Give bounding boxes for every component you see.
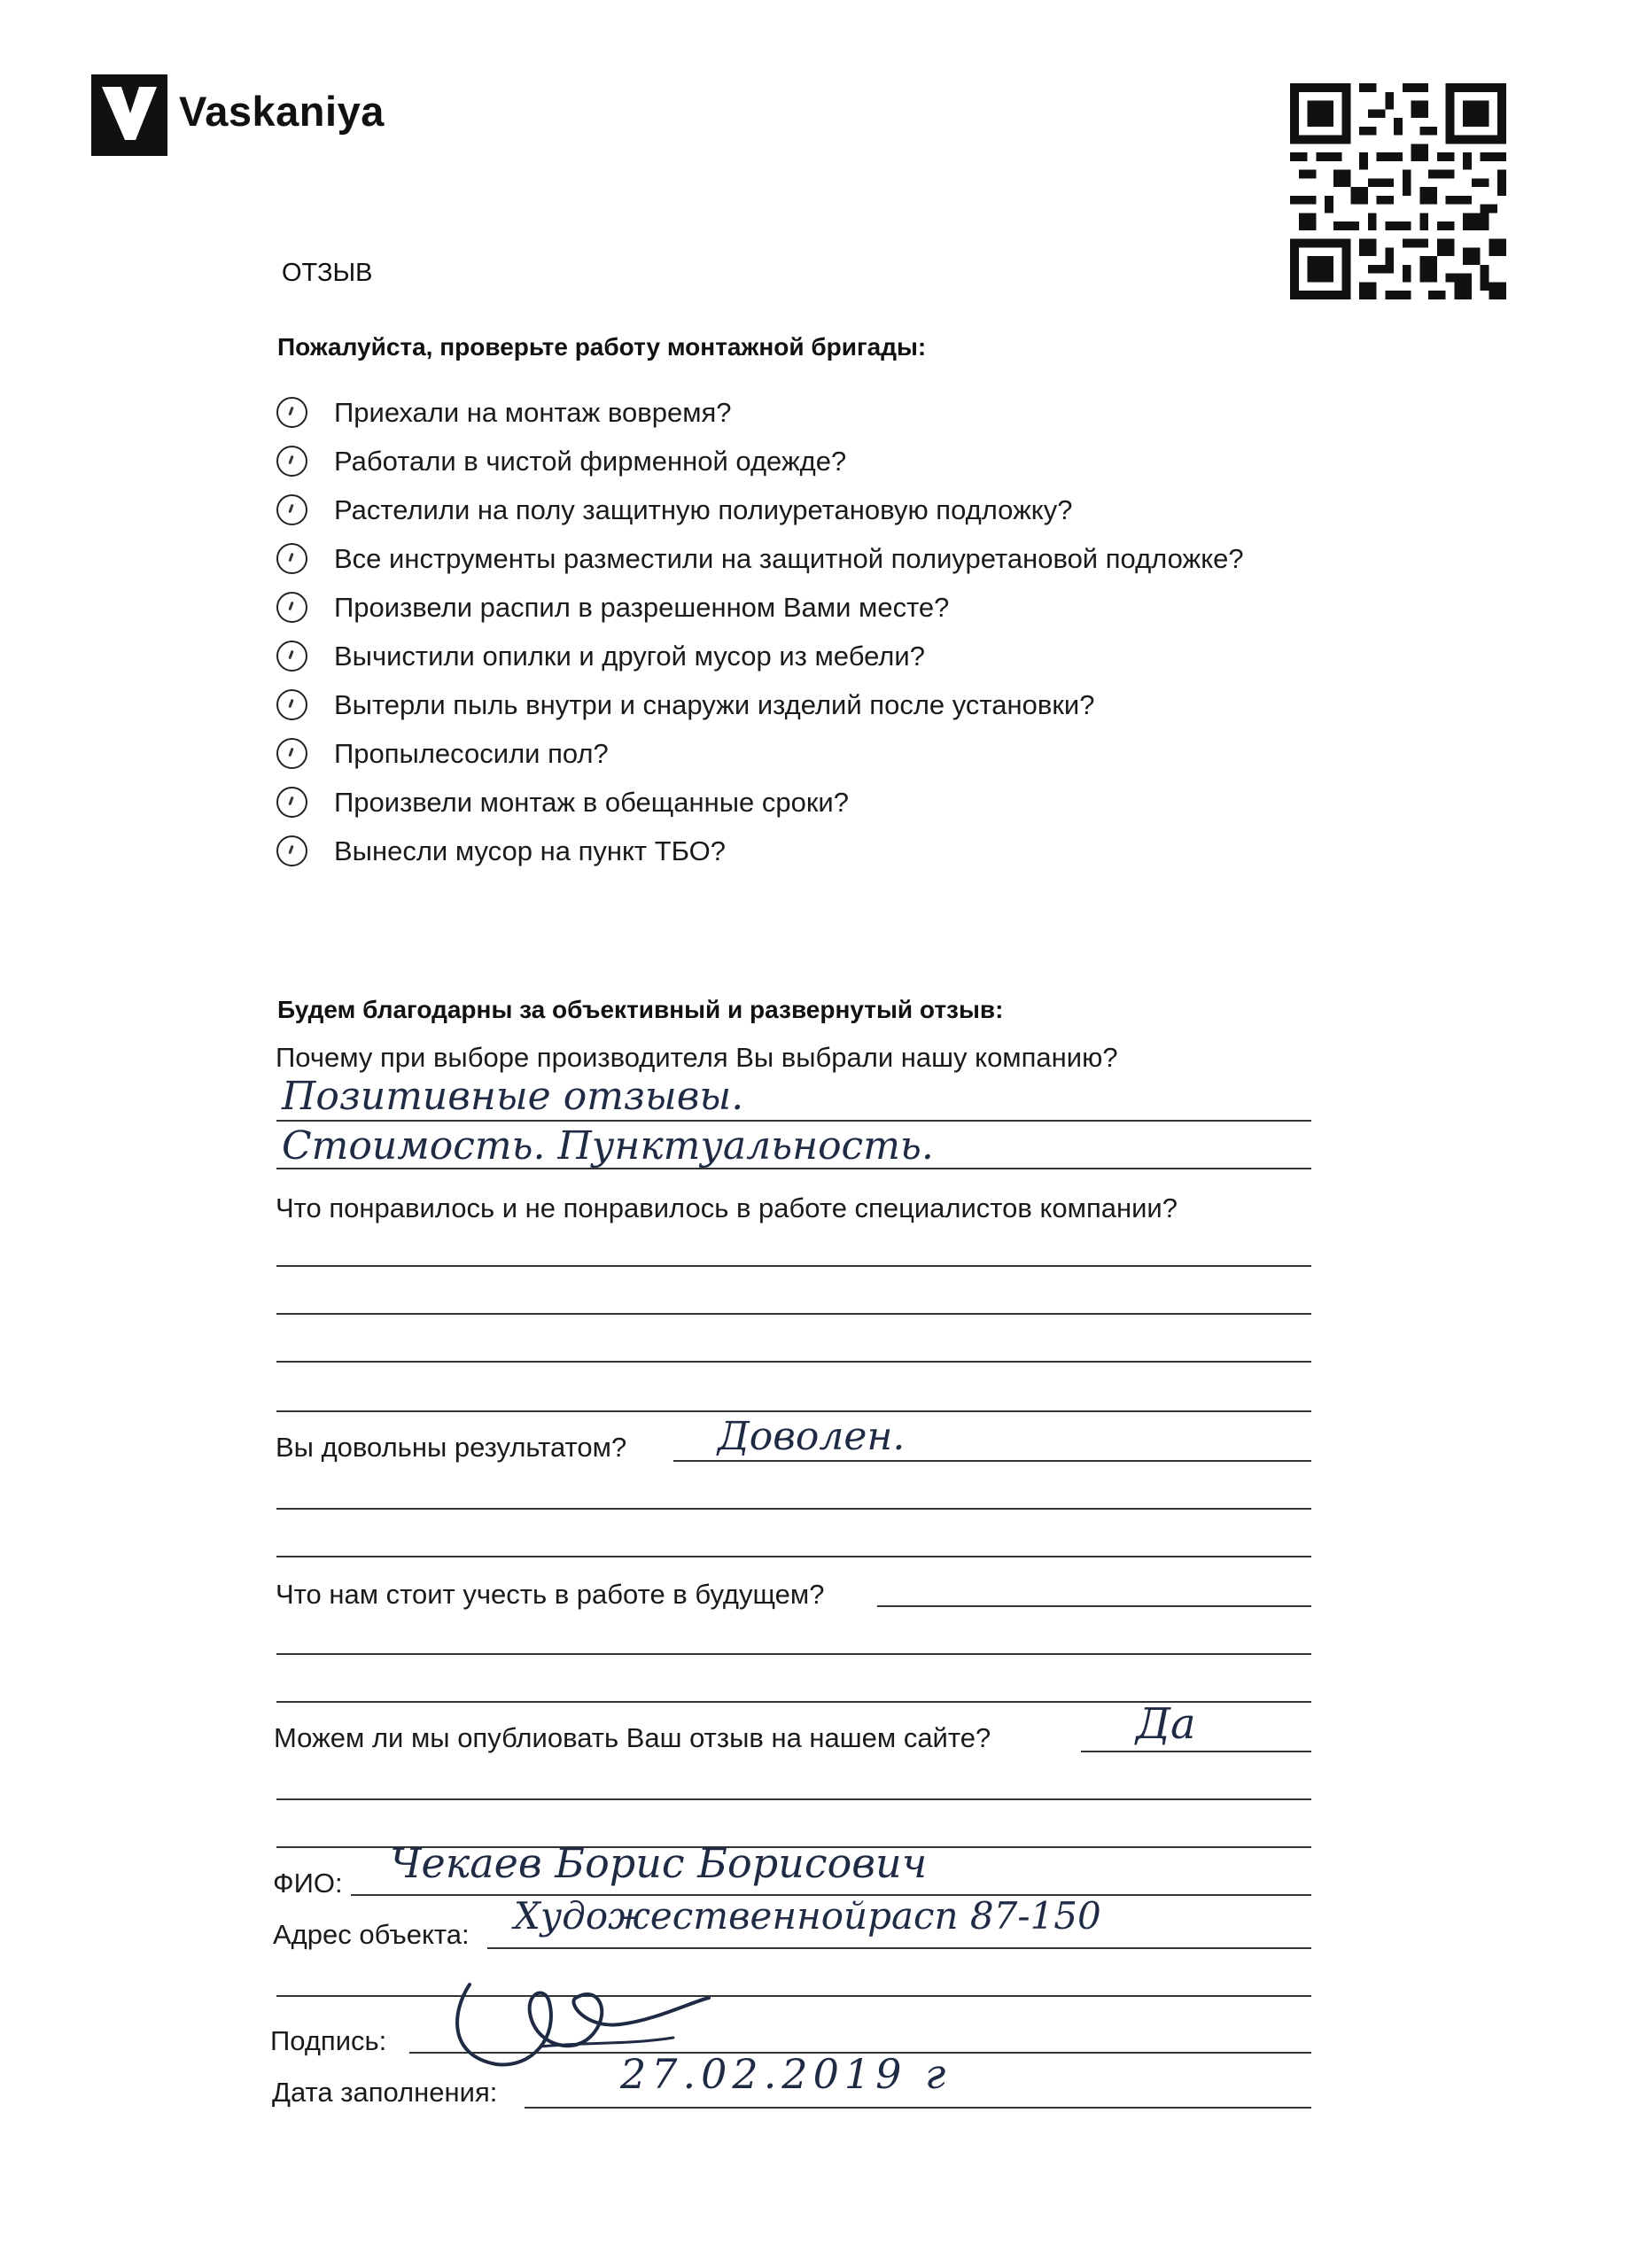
address-label: Адрес объекта: bbox=[273, 1919, 470, 1950]
answer-line[interactable] bbox=[276, 1508, 1311, 1510]
checklist-item: Вытерли пыль внутри и снаружи изделий после установки? bbox=[276, 680, 1244, 729]
checkbox-circle[interactable] bbox=[276, 446, 307, 477]
question-1: Почему при выборе производителя Вы выбрали нашу компанию? bbox=[276, 1042, 1118, 1073]
answer-line[interactable] bbox=[276, 1556, 1311, 1557]
answer-line[interactable] bbox=[1081, 1751, 1311, 1752]
checklist-item: Вычистили опилки и другой мусор из мебели? bbox=[276, 632, 1244, 680]
answer-1-line-2: Стоимость. Пунктуальность. bbox=[282, 1123, 934, 1169]
checkbox-circle[interactable] bbox=[276, 592, 307, 623]
checkbox-circle[interactable] bbox=[276, 494, 307, 525]
question-5: Можем ли мы опублиовать Ваш отзыв на нашем сайте? bbox=[274, 1722, 991, 1753]
question-4: Что нам стоит учесть в работе в будущем? bbox=[276, 1579, 825, 1610]
answer-line[interactable] bbox=[276, 1168, 1311, 1169]
checkbox-circle[interactable] bbox=[276, 397, 307, 428]
checkbox-circle[interactable] bbox=[276, 689, 307, 720]
answer-3: Доволен. bbox=[718, 1414, 906, 1459]
checklist-item: Вынесли мусор на пункт ТБО? bbox=[276, 827, 1244, 875]
brand-name: Vaskaniya bbox=[179, 88, 385, 135]
checklist-item: Приехали на монтаж вовремя? bbox=[276, 388, 1244, 437]
checklist-item: Работали в чистой фирменной одежде? bbox=[276, 437, 1244, 485]
checklist-heading: Пожалуйста, проверьте работу монтажной бригады: bbox=[277, 333, 927, 361]
checkbox-circle[interactable] bbox=[276, 738, 307, 769]
checklist-item: Пропылесосили пол? bbox=[276, 729, 1244, 778]
answer-line[interactable] bbox=[276, 1410, 1311, 1412]
answer-line[interactable] bbox=[673, 1460, 1311, 1462]
address-value: Художественнойрасп 87-150 bbox=[514, 1894, 1101, 1938]
answer-line[interactable] bbox=[276, 1120, 1311, 1122]
checkbox-circle[interactable] bbox=[276, 641, 307, 672]
checklist bbox=[276, 388, 1244, 875]
answer-5: Да bbox=[1136, 1699, 1196, 1749]
date-value: 27.02.2019 г bbox=[620, 2050, 952, 2098]
date-line[interactable] bbox=[525, 2107, 1311, 2109]
qr-code-icon bbox=[1289, 83, 1507, 299]
answer-line[interactable] bbox=[276, 1313, 1311, 1315]
brand-logo-icon bbox=[91, 74, 167, 156]
checklist-item: Растелили на полу защитную полиуретановую подложку? bbox=[276, 485, 1244, 534]
date-label: Дата заполнения: bbox=[272, 2077, 498, 2108]
checkbox-circle[interactable] bbox=[276, 787, 307, 818]
form-title: ОТЗЫВ bbox=[282, 259, 373, 287]
answer-line[interactable] bbox=[276, 1995, 1311, 1997]
answer-line[interactable] bbox=[276, 1798, 1311, 1800]
checkbox-circle[interactable] bbox=[276, 543, 307, 574]
answer-line[interactable] bbox=[276, 1653, 1311, 1655]
signature-label: Подпись: bbox=[270, 2025, 387, 2056]
checkbox-circle[interactable] bbox=[276, 835, 307, 866]
answer-line[interactable] bbox=[276, 1361, 1311, 1363]
question-3: Вы довольны результатом? bbox=[276, 1432, 627, 1463]
fio-value: Чекаев Борис Борисович bbox=[390, 1839, 928, 1887]
answer-line[interactable] bbox=[877, 1605, 1311, 1607]
question-2: Что понравилось и не понравилось в работе специалистов компании? bbox=[276, 1192, 1178, 1223]
answer-line[interactable] bbox=[276, 1265, 1311, 1267]
answer-1-line-1: Позитивные отзывы. bbox=[282, 1074, 744, 1119]
checklist-item: Произвели распил в разрешенном Вами месте? bbox=[276, 583, 1244, 632]
checklist-item: Все инструменты разместили на защитной полиуретановой подложке? bbox=[276, 534, 1244, 583]
fio-label: ФИО: bbox=[273, 1868, 343, 1899]
checklist-item: Произвели монтаж в обещанные сроки? bbox=[276, 778, 1244, 827]
feedback-heading: Будем благодарны за объективный и развернутый отзыв: bbox=[277, 996, 1004, 1023]
